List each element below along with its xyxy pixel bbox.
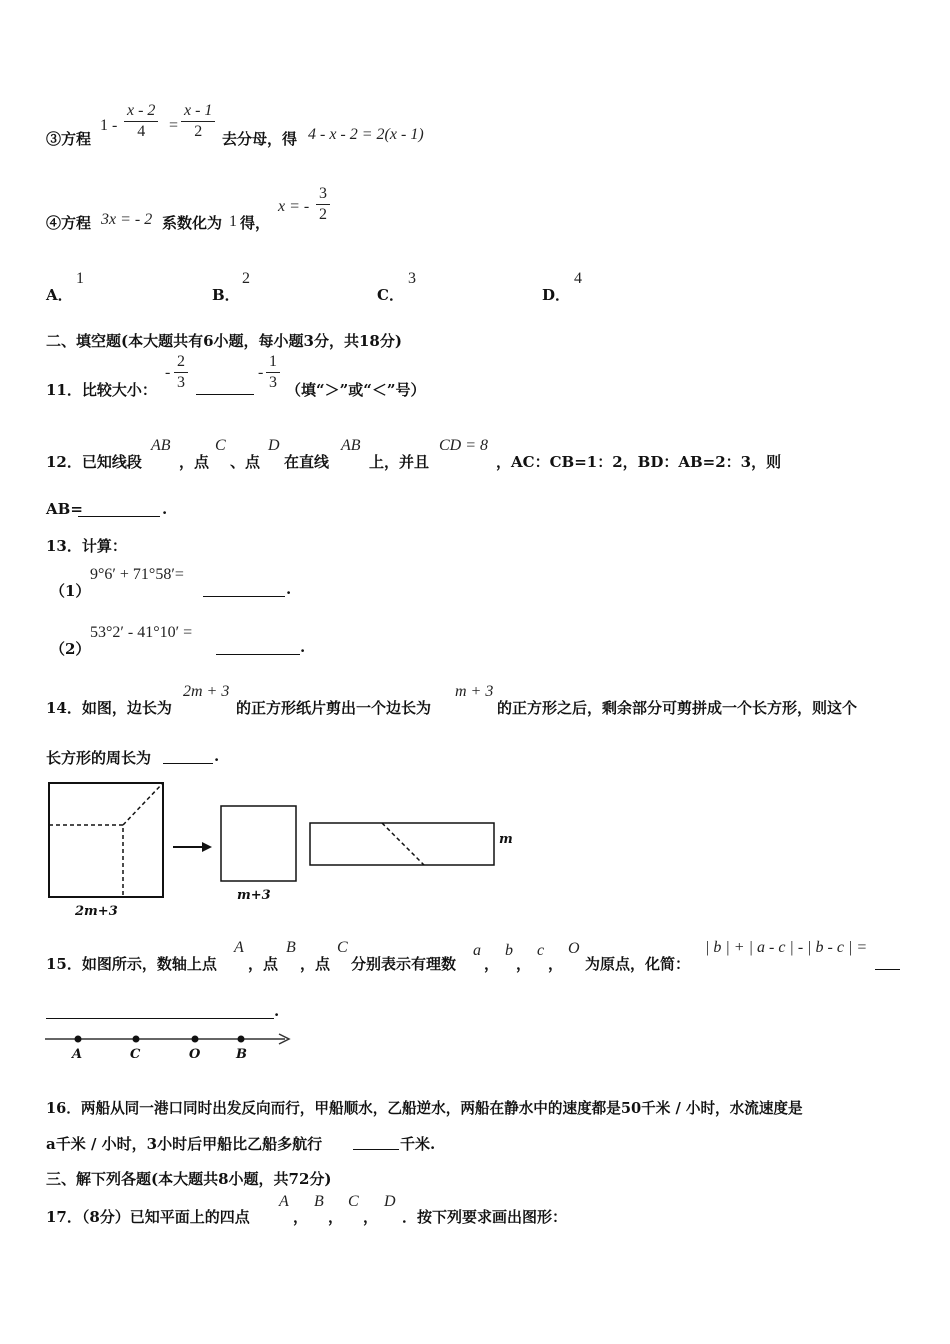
cut-lines	[49, 783, 163, 897]
q14-text-3: 的正方形之后，剩余部分可剪拼成一个长方形，则这个	[497, 699, 858, 717]
q12-text-4: 在直线	[284, 453, 330, 471]
item3-fraction-2: $\frac{x - 1}{2}$	[181, 101, 215, 142]
q15-text-1: 15．如图所示，数轴上点	[46, 955, 217, 973]
q17-a: A	[279, 1193, 289, 1210]
label-b: B	[236, 1047, 247, 1062]
q12-cd: CD = 8	[439, 437, 489, 454]
q17-comma-1: ，	[293, 1208, 309, 1226]
q13-part2-expr: 53°2′ - 41°10′ =	[90, 624, 193, 641]
q12-answer-blank[interactable]	[78, 500, 160, 517]
choice-b-value: 2	[242, 270, 250, 287]
q12-text-6: ，AC：CB=1：2，BD：AB=2：3，则	[496, 453, 782, 471]
q14-text-1: 14．如图，边长为	[46, 699, 172, 717]
item3-equals: =	[169, 117, 179, 134]
q13-part2-label: （2）	[50, 640, 91, 658]
q15-text-4: 分别表示有理数	[351, 955, 457, 973]
fig-label-m3: m+3	[237, 888, 271, 903]
q12-ab2: AB	[341, 437, 361, 454]
q15-comma-1: ，	[484, 955, 500, 973]
item3-result: 4 - x - 2 = 2(x - 1)	[308, 126, 424, 143]
q12-line2: AB=	[46, 500, 83, 518]
q14-expr-1: 2m + 3	[183, 683, 230, 700]
item3-lhs-prefix: 1 -	[100, 117, 118, 134]
item4-one: 1	[229, 213, 237, 230]
q15-var-a: a	[473, 942, 481, 959]
point-c	[133, 1036, 140, 1043]
q16-answer-blank[interactable]	[353, 1133, 399, 1150]
choice-d-value: 4	[574, 270, 582, 287]
q12-ab1: AB	[151, 437, 171, 454]
choice-c-letter: C．	[377, 286, 404, 304]
item3-text: 去分母，得	[222, 130, 298, 148]
choice-a-value: 1	[76, 270, 84, 287]
q11-neg1: -	[165, 364, 171, 381]
label-c: C	[130, 1047, 141, 1062]
choice-d-letter: D．	[542, 286, 571, 304]
rectangle-cut	[382, 823, 424, 865]
q14-text-2: 的正方形纸片剪出一个边长为	[236, 699, 432, 717]
q15-answer-blank-1[interactable]	[875, 953, 900, 970]
choice-a-letter: A．	[46, 286, 73, 304]
item4-text2: 得，	[240, 214, 271, 232]
choice-b-letter: B．	[212, 286, 240, 304]
q14-line2-end: .	[214, 747, 220, 765]
q17-comma-2: ，	[328, 1208, 344, 1226]
q17-c: C	[348, 1193, 359, 1210]
q15-expression: | b | + | a - c | - | b - c | =	[705, 939, 868, 956]
q17-comma-3: ，	[363, 1208, 379, 1226]
q15-var-b: b	[505, 942, 513, 959]
q17-text-2: ．按下列要求画出图形：	[402, 1208, 568, 1226]
q12-text-5: 上，并且	[369, 453, 430, 471]
section-2-heading: 二、填空题(本大题共有6小题，每小题3分，共18分)	[46, 332, 402, 350]
item3-fraction-1: $\frac{x - 2}{4}$	[124, 101, 158, 142]
item4-label: ④方程	[46, 214, 92, 232]
q12-text-2: ，点	[179, 453, 210, 471]
q11-tail: （填“＞”或“＜”号）	[286, 381, 426, 399]
small-square	[221, 806, 296, 881]
q13-part1-blank[interactable]	[203, 580, 285, 597]
q14-expr-2: m + 3	[455, 683, 494, 700]
q15-c: C	[337, 939, 348, 956]
point-b	[238, 1036, 245, 1043]
q12-line2-end: .	[162, 500, 168, 518]
q15-var-o: O	[568, 940, 580, 957]
section-3-heading: 三、解下列各题(本大题共8小题，共72分)	[46, 1170, 332, 1188]
q15-a: A	[234, 939, 244, 956]
item3-label: ③方程	[46, 130, 92, 148]
q17-d: D	[384, 1193, 396, 1210]
q13-part1-expr: 9°6′ + 71°58′=	[90, 566, 184, 583]
big-square	[49, 783, 163, 897]
q17-b: B	[314, 1193, 324, 1210]
q15-comma-3: ，	[548, 955, 564, 973]
q14-figure	[40, 775, 520, 925]
q13-part1-label: （1）	[50, 582, 91, 600]
q13-label: 13．计算：	[46, 537, 127, 555]
item4-equation: 3x = - 2	[101, 211, 153, 228]
item4-x-eq: x = -	[278, 198, 310, 215]
fig-label-m: m	[499, 832, 513, 847]
q15-b: B	[286, 939, 296, 956]
q12-text-1: 12．已知线段	[46, 453, 142, 471]
item4-fraction: $\frac{3}{2}$	[316, 184, 330, 225]
point-o	[192, 1036, 199, 1043]
q14-line2: 长方形的周长为	[46, 749, 152, 767]
q13-part2-blank[interactable]	[216, 638, 300, 655]
q17-text-1: 17．（8分）已知平面上的四点	[46, 1208, 250, 1226]
arrow-head	[202, 842, 212, 852]
q16-line1: 16．两船从同一港口同时出发反向而行，甲船顺水，乙船逆水，两船在静水中的速度都是50千米 / 小时，水流速度是	[46, 1100, 803, 1117]
q15-number-line	[40, 1028, 300, 1068]
label-a: A	[72, 1047, 83, 1062]
q12-c: C	[215, 437, 226, 454]
label-o: O	[189, 1047, 201, 1062]
q13-part2-end: .	[300, 638, 306, 656]
q11-answer-blank[interactable]	[196, 378, 254, 395]
q15-comma-2: ，	[516, 955, 532, 973]
q11-fraction-2: $\frac{1}{3}$	[266, 352, 280, 393]
q14-answer-blank[interactable]	[163, 747, 213, 764]
item4-text1: 系数化为	[162, 214, 223, 232]
q15-text-5: 为原点，化简：	[585, 955, 691, 973]
q11-fraction-1: $\frac{2}{3}$	[174, 352, 188, 393]
q12-d: D	[268, 437, 280, 454]
q15-text-2: ，点	[248, 955, 279, 973]
q16-line2a: a千米 / 小时，3小时后甲船比乙船多航行	[46, 1135, 323, 1153]
q13-part1-end: .	[286, 580, 292, 598]
q15-text-3: ，点	[300, 955, 331, 973]
q11-neg2: -	[258, 364, 264, 381]
q15-line2-end: .	[274, 1002, 280, 1020]
fig-label-2m3: 2m+3	[75, 904, 118, 919]
q11-label: 11．比较大小：	[46, 381, 157, 399]
point-a	[75, 1036, 82, 1043]
q15-answer-blank-2[interactable]	[46, 1002, 274, 1019]
choice-c-value: 3	[408, 270, 416, 287]
q16-line2b: 千米.	[400, 1135, 436, 1153]
q15-var-c: c	[537, 942, 545, 959]
q12-text-3: 、点	[230, 453, 261, 471]
